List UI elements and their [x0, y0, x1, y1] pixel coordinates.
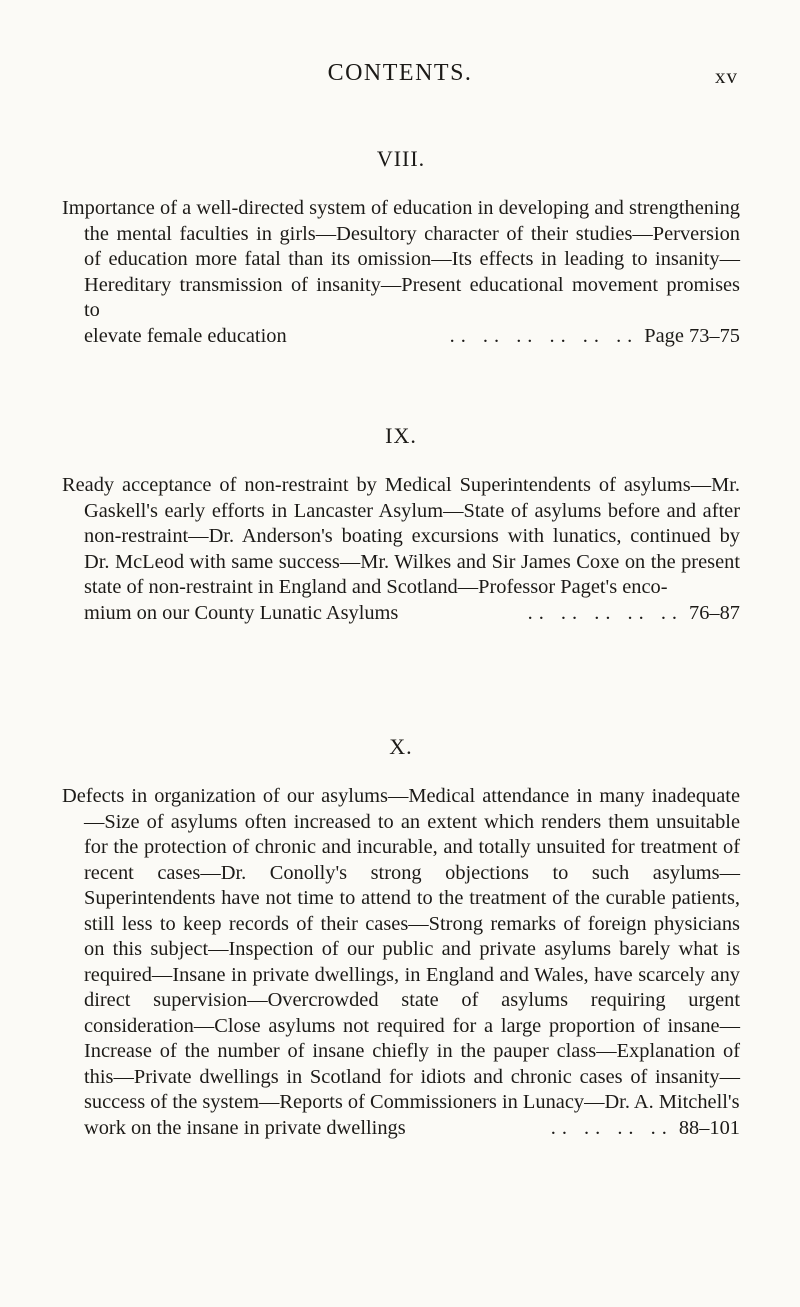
chapter-summary-final-line [62, 1116, 740, 1142]
chapter-summary-final-line [62, 324, 740, 350]
chapter-summary-final-line [62, 601, 740, 627]
chapter-viii [62, 146, 740, 349]
page-range: 76–87 [689, 601, 740, 624]
summary-tail: mium on our County Lunatic Asylums [84, 601, 399, 624]
running-head [0, 60, 800, 90]
chapter-summary: Ready acceptance of non-restraint by Medical Superintendents of asylums—Mr. Gaskell's early efforts in Lancaster Asylum—State of asylums before and after non-restraint—Dr. Anderson's boating excursions with lunatics, continued by Dr. McLeod with same success—Mr. Wilkes and Sir James Coxe on the present state of non-restraint in England and Scotland—Professor Paget's enco- [62, 474, 740, 598]
dot-leader: .. .. .. .. .. .. [449, 324, 639, 347]
summary-tail: elevate female education [84, 324, 287, 347]
page-range: 88–101 [678, 1116, 740, 1139]
running-title: CONTENTS. [327, 60, 473, 86]
chapter-summary: Importance of a well-directed system of education in developing and strengthening the mental faculties in girls—Desultory character of their studies—Perversion of education more fatal than its omission—Its effects in leading to insanity—Hereditary transmission of insanity—Present educational movement promises to [62, 197, 740, 321]
page-number: xv [715, 64, 738, 88]
dot-leader: .. .. .. .. .. [527, 601, 684, 624]
page-range: Page 73–75 [644, 324, 740, 347]
summary-tail: work on the insane in private dwellings [84, 1116, 406, 1139]
chapter-numeral: X. [389, 734, 413, 759]
chapter-x [62, 734, 740, 1141]
dot-leader: .. .. .. .. [550, 1116, 673, 1139]
chapter-ix [62, 423, 740, 626]
chapter-numeral: VIII. [376, 146, 426, 171]
chapter-numeral: IX. [385, 423, 417, 448]
chapter-summary: Defects in organization of our asylums—Medical attendance in many inadequate—Size of asylums often increased to an extent which renders them unsuitable for the protection of chronic and incurable, and totally unsuited for treatment of recent cases—Dr. Conolly's strong objections to such asylums—Superintendents have not time to attend to the treatment of the curable patients, still less to keep records of their cases—Strong remarks of foreign physicians on this subject—Inspection of our public and private asylums barely what is required—Insane in private dwellings, in England and Wales, have scarcely any direct supervision—Overcrowded state of asylums requiring urgent consideration—Close asylums not required for a large proportion of insane—Increase of the number of insane chiefly in the pauper class—Explanation of this—Private dwellings in Scotland for idiots and chronic cases of insanity—success of the system—Reports of Commissioners in Lunacy—Dr. A. Mitchell's [62, 785, 740, 1113]
